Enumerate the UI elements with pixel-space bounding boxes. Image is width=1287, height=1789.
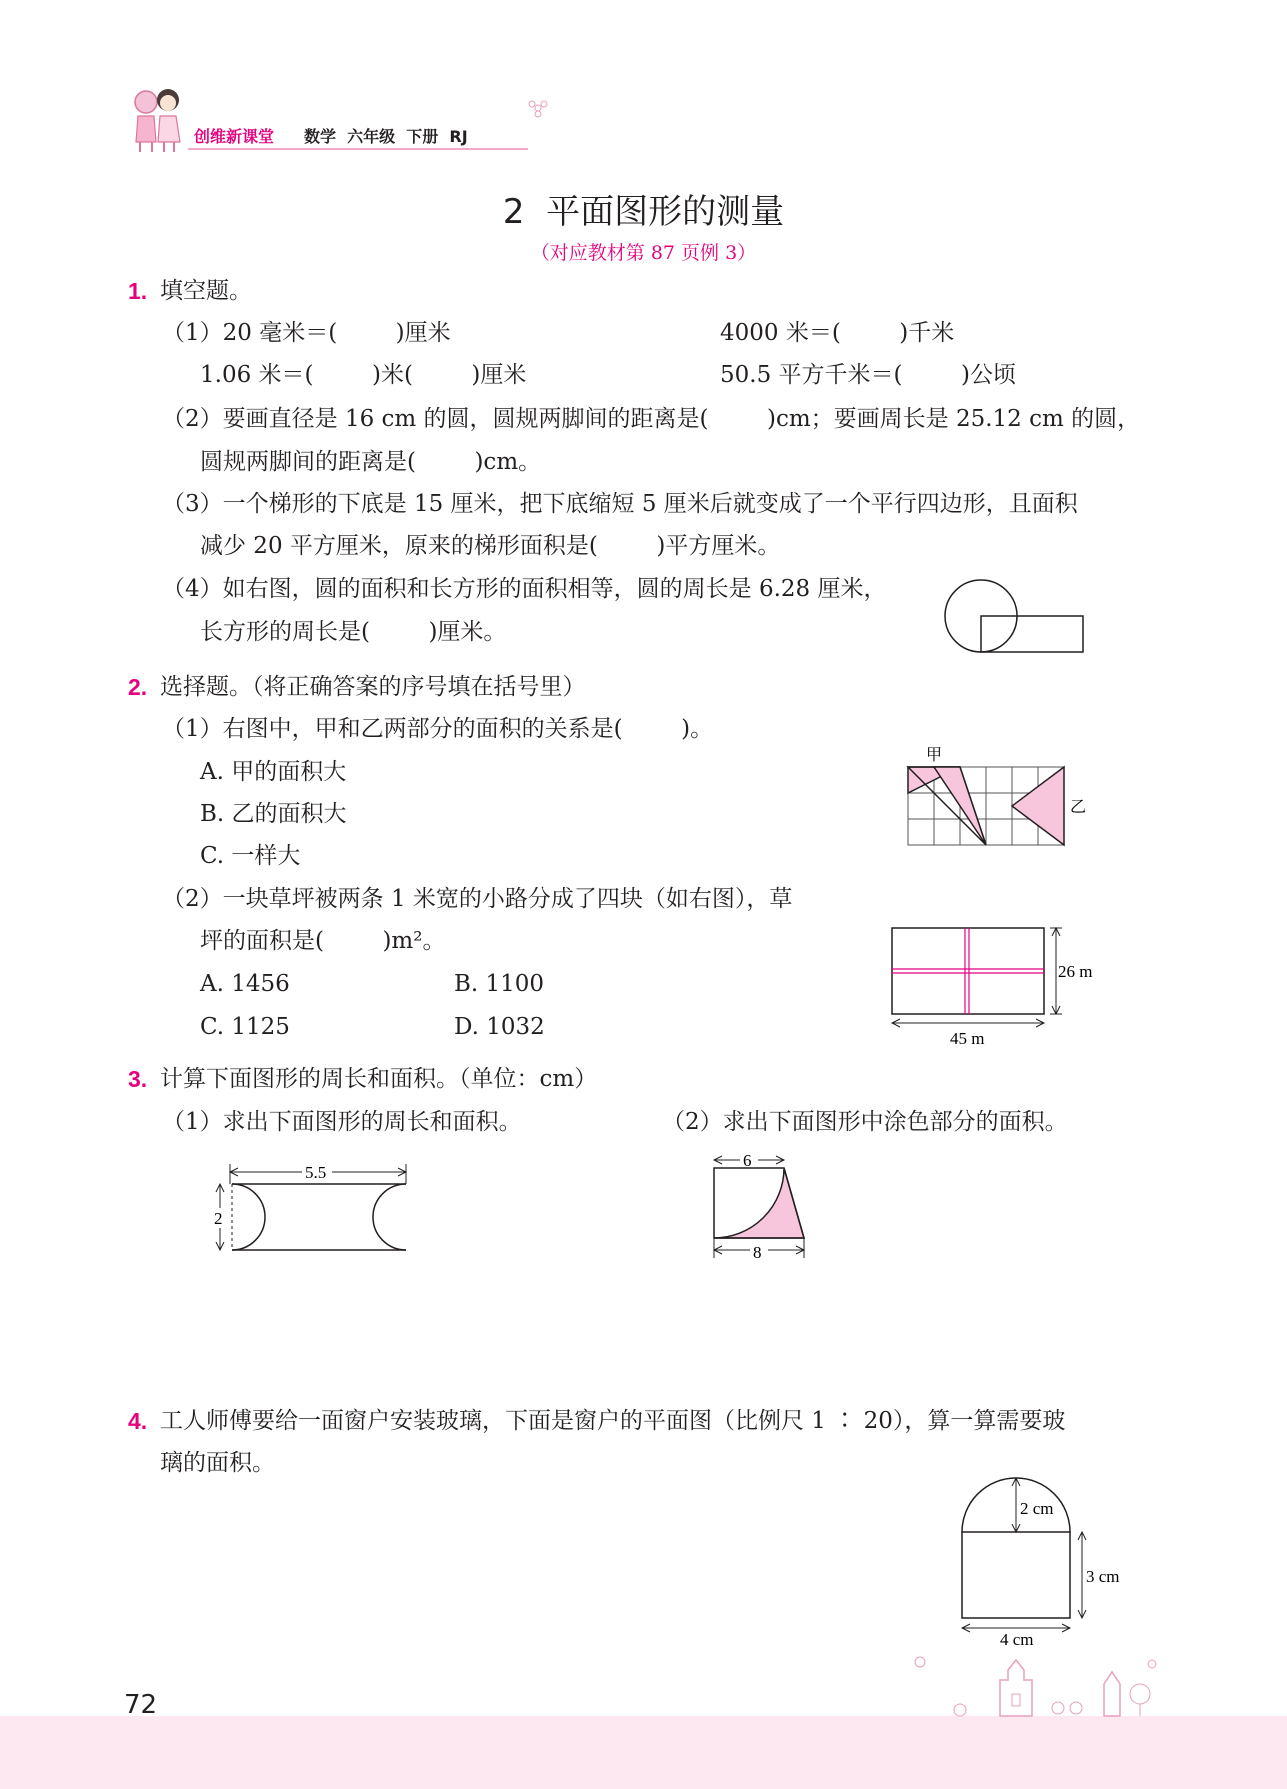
q1-part2-a: （2）要画直径是 16 cm 的圆，圆规两脚间的距离是( )cm；要画周长是 25.12 cm 的圆， <box>162 406 1141 432</box>
q1-part1-d: 50.5 平方千米＝( )公顷 <box>720 362 1016 388</box>
question-4-line1: 工人师傅要给一面窗户安装玻璃，下面是窗户的平面图（比例尺 1 ∶ 20），算一算需要玻 <box>160 1408 1066 1434</box>
rectangle-shape <box>981 616 1083 652</box>
question-2-stem: 选择题。（将正确答案的序号填在括号里） <box>160 674 586 700</box>
top-6-label: 6 <box>743 1151 752 1170</box>
bottom-8-label: 8 <box>753 1243 762 1262</box>
book-info: 数学 六年级 下册 RJ <box>304 127 468 146</box>
question-2-number: 2. <box>128 674 148 700</box>
footer-band <box>0 1716 1287 1789</box>
flower-decoration-icon <box>528 98 548 118</box>
left-semicircle <box>232 1184 265 1250</box>
page-title: 2 平面图形的测量 <box>502 192 785 232</box>
width-45m-label: 45 m <box>950 1029 985 1048</box>
q1-part1-a: （1）20 毫米＝( )厘米 <box>162 320 451 346</box>
q2-part1-option-a: A. 甲的面积大 <box>200 759 347 785</box>
q2-part1: （1）右图中，甲和乙两部分的面积的关系是( )。 <box>162 716 714 742</box>
header <box>128 84 528 154</box>
window-figure <box>950 1470 1150 1649</box>
height-26m-label: 26 m <box>1058 962 1093 981</box>
lawn-paths-figure <box>880 920 1130 1070</box>
q2-part1-option-c: C. 一样大 <box>200 843 301 869</box>
q2-part2-option-a: A. 1456 <box>200 971 290 997</box>
grid-triangles-figure <box>900 740 1100 855</box>
right-semicircle <box>373 1184 406 1250</box>
q2-part2-option-b: B. 1100 <box>454 971 545 997</box>
width-5.5-label: 5.5 <box>305 1163 327 1182</box>
q1-part4-a: （4）如右图，圆的面积和长方形的面积相等，圆的周长是 6.28 厘米， <box>162 576 887 602</box>
q1-part2-b: 圆规两脚间的距离是( )cm。 <box>200 449 542 475</box>
q1-part1-c: 1.06 米＝( )米( )厘米 <box>200 362 527 388</box>
q3-part2: （2）求出下面图形中涂色部分的面积。 <box>662 1109 1068 1135</box>
page-number: 72 <box>124 1690 158 1720</box>
label-jia: 甲 <box>926 747 943 764</box>
page-subtitle: （对应教材第 87 页例 3） <box>530 242 757 264</box>
width-4cm-label: 4 cm <box>1000 1630 1034 1649</box>
kids-logo <box>128 84 188 154</box>
q2-part2-b: 坪的面积是( )m²。 <box>200 928 446 954</box>
q1-part3-a: （3）一个梯形的下底是 15 厘米，把下底缩短 5 厘米后就变成了一个平行四边形，且面积 <box>162 491 1078 517</box>
question-3-number: 3. <box>128 1066 148 1092</box>
question-1-number: 1. <box>128 278 148 304</box>
label-yi: 乙 <box>1070 799 1087 816</box>
q1-part3-b: 减少 20 平方厘米，原来的梯形面积是( )平方厘米。 <box>200 533 781 559</box>
castle-decoration-icon <box>880 1650 1160 1720</box>
shaded-region <box>714 1168 804 1238</box>
q2-part1-option-b: B. 乙的面积大 <box>200 801 347 827</box>
question-4-line2: 璃的面积。 <box>160 1450 275 1476</box>
q2-part2-option-d: D. 1032 <box>454 1014 545 1040</box>
rectangle-semicircles-figure <box>210 1160 430 1270</box>
q1-part4-b: 长方形的周长是( )厘米。 <box>200 619 507 645</box>
lawn-rectangle <box>892 928 1044 1014</box>
question-4-number: 4. <box>128 1408 148 1434</box>
q2-part2-a: （2）一块草坪被两条 1 米宽的小路分成了四块（如右图），草 <box>162 886 793 912</box>
question-3-stem: 计算下面图形的周长和面积。（单位：cm） <box>160 1066 598 1092</box>
trapezoid-shaded-figure <box>700 1150 820 1270</box>
circle-rectangle-figure <box>945 580 1085 660</box>
height-2-label: 2 <box>214 1209 223 1228</box>
q2-part2-option-c: C. 1125 <box>200 1014 290 1040</box>
q3-part1: （1）求出下面图形的周长和面积。 <box>162 1109 522 1135</box>
window-rectangle <box>962 1532 1070 1618</box>
header-rule <box>188 148 528 150</box>
question-1-stem: 填空题。 <box>160 278 252 304</box>
radius-2cm-label: 2 cm <box>1020 1499 1054 1518</box>
q1-part1-b: 4000 米＝( )千米 <box>720 320 955 346</box>
height-3cm-label: 3 cm <box>1086 1567 1120 1586</box>
brand-name: 创维新课堂 <box>194 127 275 146</box>
